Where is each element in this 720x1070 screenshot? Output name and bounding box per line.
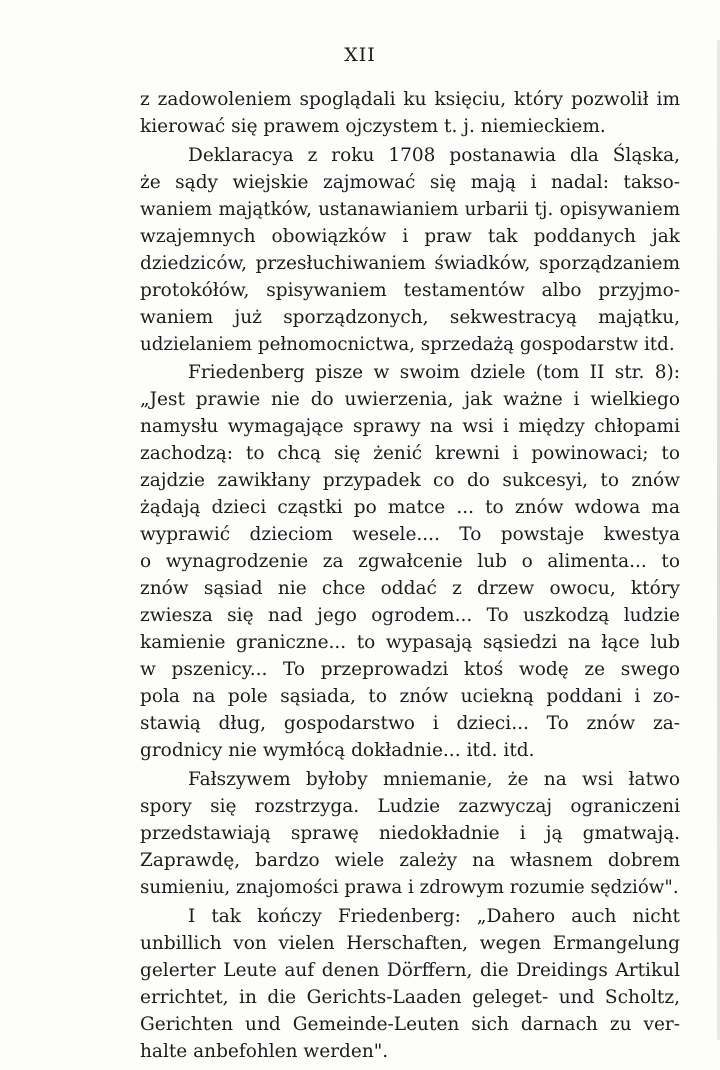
- text-line: waniem już sporządzonych, sekwestracyą majątku,: [140, 307, 680, 328]
- text-line: zajdzie zawikłany przypadek co do sukcesyi, to znów: [140, 470, 680, 491]
- text-line: spory się rozstrzyga. Ludzie zazwyczaj ograniczeni: [140, 796, 680, 817]
- text-line: pola na pole sąsiada, to znów uciekną poddani i zo-: [140, 686, 680, 707]
- text-line: stawią dług, gospodarstwo i dzieci... To znów za-: [140, 713, 680, 734]
- text-line: dziedziców, przesłuchiwaniem świadków, sporządzaniem: [140, 253, 680, 274]
- text-line: sumieniu, znajomości prawa i zdrowym rozumie sędziów".: [140, 877, 679, 898]
- text-line: kierować się prawem ojczystem t. j. niemieckiem.: [140, 116, 606, 137]
- text-line: Deklaracya z roku 1708 postanawia dla Śląska,: [188, 145, 680, 166]
- text-line: protokółów, spisywaniem testamentów albo przyjmo-: [140, 280, 680, 301]
- text-line: grodnicy nie wymłócą dokładnie... itd. itd.: [140, 740, 535, 761]
- text-line: Gerichten und Gemeinde-Leuten sich darnach zu ver-: [140, 1014, 680, 1035]
- page-number: XII: [344, 44, 376, 66]
- text-line: unbillich von vielen Herschaften, wegen Ermangelung: [140, 933, 680, 954]
- text-line: przedstawiają sprawę niedokładnie i ją gmatwają.: [140, 823, 680, 844]
- text-line: zachodzą: to chcą się żenić krewni i powinowaci; to: [140, 443, 680, 464]
- text-line: w pszenicy... To przeprowadzi ktoś wodę ze swego: [140, 659, 680, 680]
- text-line: Fałszywem byłoby mniemanie, że na wsi łatwo: [188, 769, 680, 790]
- text-line: namysłu wymagające sprawy na wsi i między chłopami: [140, 416, 680, 437]
- text-line: wzajemnych obowiązków i praw tak poddanych jak: [140, 226, 680, 247]
- text-line: „Jest prawie nie do uwierzenia, jak ważne i wielkiego: [140, 389, 680, 410]
- text-line: waniem majątków, ustanawianiem urbarii tj. opisywaniem: [140, 199, 680, 220]
- text-line: o wynagrodzenie za zgwałcenie lub o alimenta... to: [140, 551, 680, 572]
- text-line: udzielaniem pełnomocnictwa, sprzedażą gospodarstw itd.: [140, 334, 675, 355]
- text-line: kamienie graniczne... to wypasają sąsiedzi na łące lub: [140, 632, 680, 653]
- text-line: I tak kończy Friedenberg: „Dahero auch nicht: [188, 906, 680, 927]
- text-line: halte anbefohlen werden".: [140, 1041, 389, 1062]
- text-line: Zaprawdę, bardzo wiele zależy na własnem dobrem: [140, 850, 680, 871]
- text-line: znów sąsiad nie chce oddać z drzew owocu, który: [140, 578, 680, 599]
- text-line: zwiesza się nad jego ogrodem... To uszkodzą ludzie: [140, 605, 680, 626]
- text-line: Friedenberg pisze w swoim dziele (tom II str. 8):: [188, 362, 680, 383]
- text-line: errichtet, in die Gerichts-Laaden geleget- und Scholtz,: [140, 987, 680, 1008]
- text-line: żądają dzieci cząstki po matce ... to znów wdowa ma: [140, 497, 680, 518]
- text-line: że sądy wiejskie zajmować się mają i nadal: takso-: [140, 172, 680, 193]
- text-line: z zadowoleniem spoglądali ku księciu, który pozwolił im: [140, 89, 680, 110]
- text-line: wyprawić dzieciom wesele.... To powstaje kwestya: [140, 524, 680, 545]
- text-line: gelerter Leute auf denen Dörffern, die Dreidings Artikul: [140, 960, 680, 981]
